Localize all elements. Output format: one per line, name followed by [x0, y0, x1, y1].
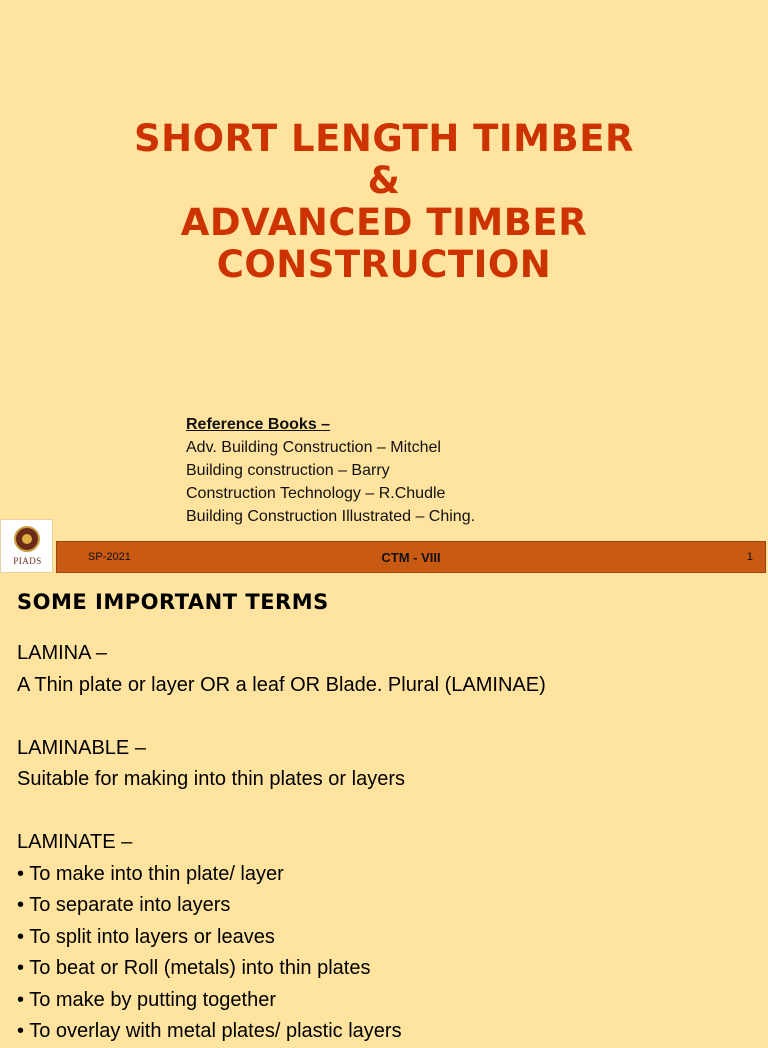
seal-center	[22, 534, 32, 544]
reference-item: Construction Technology – R.Chudle	[186, 485, 446, 502]
reference-books	[186, 413, 475, 528]
spacer	[17, 701, 546, 733]
reference-item: Adv. Building Construction – Mitchel	[186, 439, 441, 456]
term-definition: Suitable for making into thin plates or layers	[17, 768, 405, 790]
section-heading: SOME IMPORTANT TERMS	[17, 590, 329, 614]
title-line: ADVANCED TIMBER	[180, 201, 588, 244]
slide-2	[0, 574, 768, 1042]
title-line: &	[367, 159, 401, 202]
slide-title	[0, 118, 768, 286]
term-title: LAMINA –	[17, 642, 108, 664]
terms-list	[17, 638, 546, 1048]
institution-logo	[0, 519, 53, 573]
reference-item: Building construction – Barry	[186, 462, 390, 479]
term-bullet: • To beat or Roll (metals) into thin plates	[17, 957, 371, 979]
reference-heading: Reference Books –	[186, 416, 331, 433]
title-line: SHORT LENGTH TIMBER	[134, 117, 634, 160]
term-title: LAMINATE –	[17, 831, 133, 853]
slide-number: 1	[746, 551, 753, 563]
logo-text: PIADS	[13, 556, 42, 566]
title-line: CONSTRUCTION	[216, 243, 552, 286]
reference-item: Building Construction Illustrated – Ching.	[186, 508, 476, 525]
term-bullet: • To split into layers or leaves	[17, 925, 275, 948]
footer-bar	[56, 541, 766, 573]
term-definition: A Thin plate or layer OR a leaf OR Blade. Plural (LAMINAE)	[17, 673, 546, 696]
footer-course: CTM - VIII	[381, 550, 441, 565]
term-bullet: • To separate into layers	[17, 894, 231, 916]
term-bullet: • To make into thin plate/ layer	[17, 862, 284, 885]
term-title: LAMINABLE –	[17, 736, 146, 759]
term-bullet: • To make by putting together	[17, 988, 277, 1011]
footer-date: SP-2021	[88, 551, 131, 563]
term-bullet: • To overlay with metal plates/ plastic layers	[17, 1020, 402, 1042]
spacer	[17, 796, 546, 828]
institution-seal-icon	[14, 526, 40, 552]
